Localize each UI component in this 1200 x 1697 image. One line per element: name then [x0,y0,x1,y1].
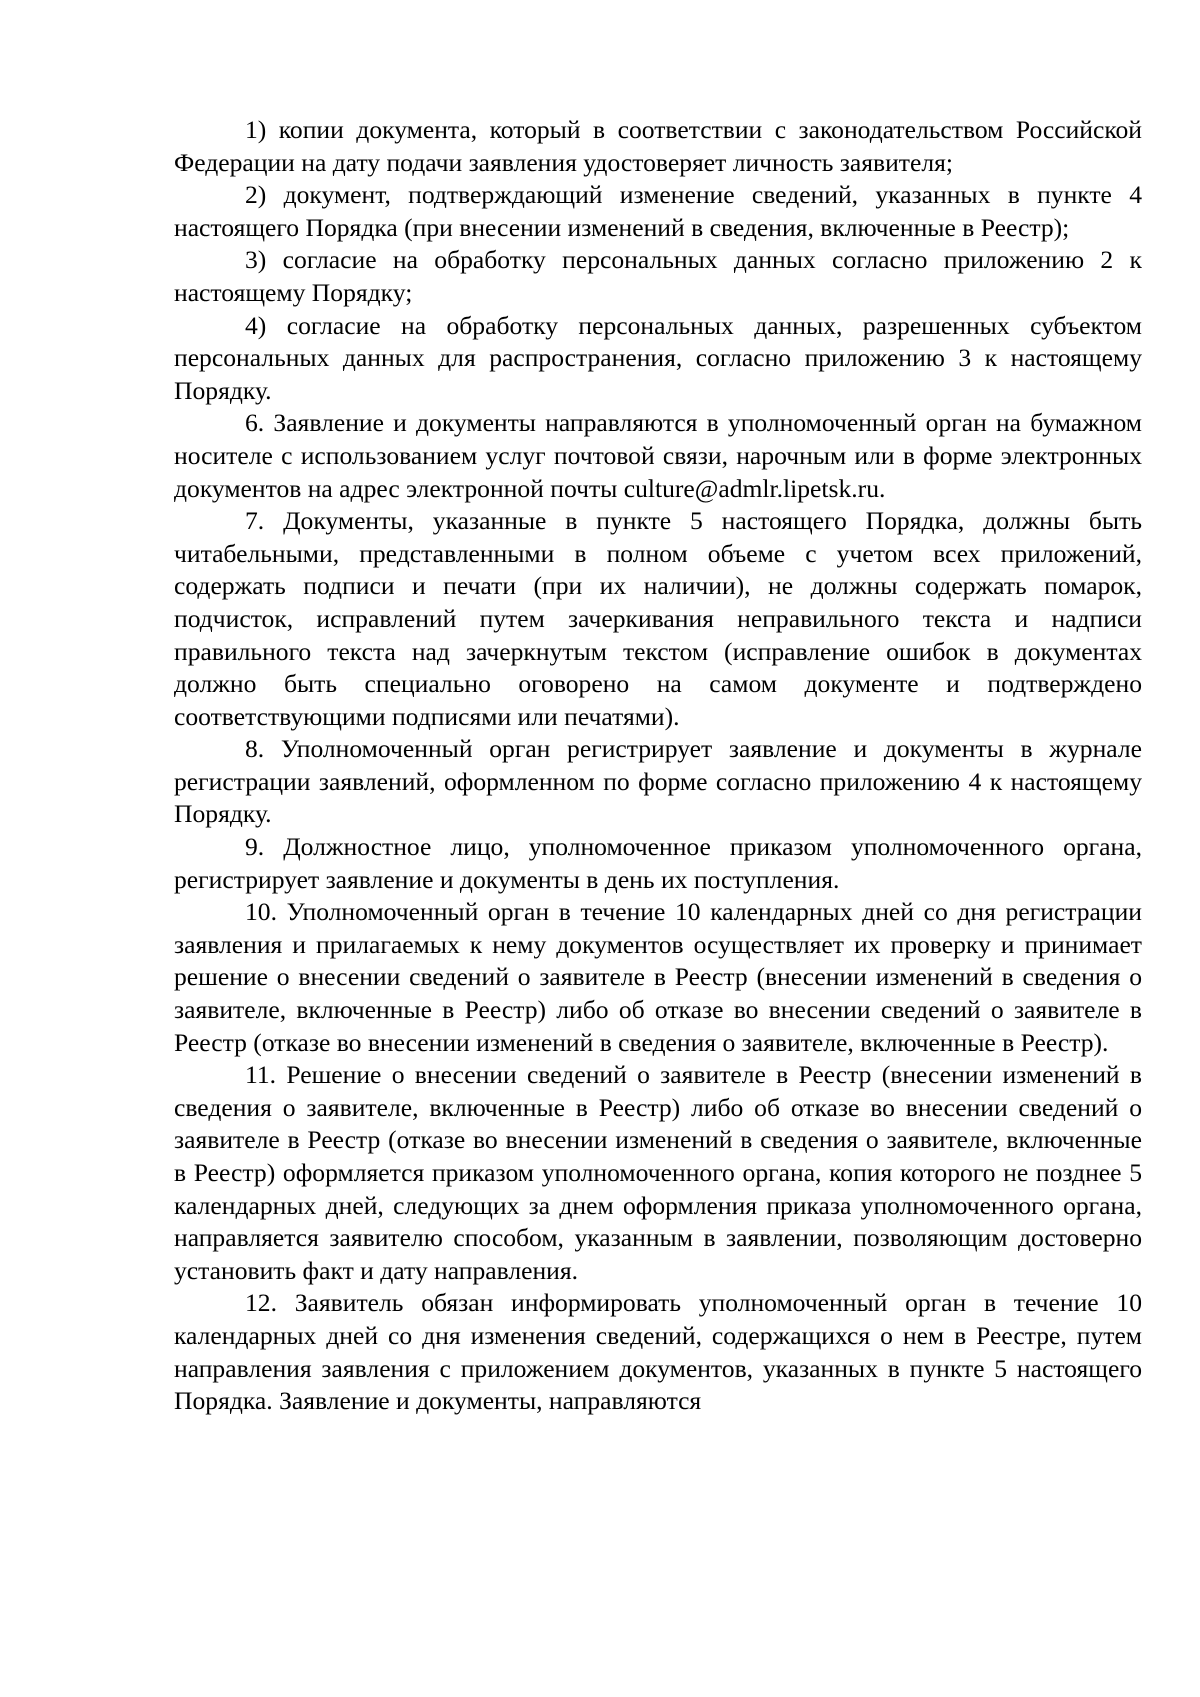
paragraph-item-1: 1) копии документа, который в соответствии с законодательством Российской Федерации на дату подачи заявления удостоверяет личность заявителя; [174,115,1142,177]
paragraph-item-2: 2) документ, подтверждающий изменение сведений, указанных в пункте 4 настоящего Порядка (при внесении изменений в сведения, включенные в Реестр); [174,180,1142,242]
paragraph-12: 12. Заявитель обязан информировать уполномоченный орган в течение 10 календарных дней со дня изменения сведений, содержащихся о нем в Реестре, путем направления заявления с приложением документов, указанных в пункте 5 настоящего Порядка. Заявление и документы, направляются [174,1288,1142,1416]
paragraph-item-4: 4) согласие на обработку персональных данных, разрешенных субъектом персональных данных для распространения, согласно приложению 3 к настоящему Порядку. [174,310,1142,405]
paragraph-10: 10. Уполномоченный орган в течение 10 календарных дней со дня регистрации заявления и прилагаемых к нему документов осуществляет их проверку и принимает решение о внесении сведений о заявителе в Реестр (внесении изменений в сведения о заявителе, включенные в Реестр) либо об отказе во внесении сведений о заявителе в Реестр (отказе во внесении изменений в сведения о заявителе, включенные в Реестр). [174,897,1142,1057]
paragraph-6: 6. Заявление и документы направляются в уполномоченный орган на бумажном носителе с использованием услуг почтовой связи, нарочным или в форме электронных документов на адрес электронной почты culture@admlr.lipetsk.ru. [174,408,1142,503]
document-page [174,114,1142,1418]
paragraph-7: 7. Документы, указанные в пункте 5 настоящего Порядка, должны быть читабельными, представленными в полном объеме с учетом всех приложений, содержать подписи и печати (при их наличии), не должны содержать помарок, подчисток, исправлений путем зачеркивания неправильного текста и надписи правильного текста над зачеркнутым текстом (исправление ошибок в документах должно быть специально оговорено на самом документе и подтверждено соответствующими подписями или печатями). [174,506,1142,731]
paragraph-11: 11. Решение о внесении сведений о заявителе в Реестр (внесении изменений в сведения о заявителе, включенные в Реестр) либо об отказе во внесении сведений о заявителе в Реестр (отказе во внесении изменений в сведения о заявителе, включенные в Реестр) оформляется приказом уполномоченного органа, копия которого не позднее 5 календарных дней, следующих за днем оформления приказа уполномоченного органа, направляется заявителю способом, указанным в заявлении, позволяющим достоверно установить факт и дату направления. [174,1060,1142,1285]
paragraph-8: 8. Уполномоченный орган регистрирует заявление и документы в журнале регистрации заявлений, оформленном по форме согласно приложению 4 к настоящему Порядку. [174,734,1142,829]
paragraph-item-3: 3) согласие на обработку персональных данных согласно приложению 2 к настоящему Порядку; [174,245,1142,307]
paragraph-9: 9. Должностное лицо, уполномоченное приказом уполномоченного органа, регистрирует заявление и документы в день их поступления. [174,832,1142,894]
